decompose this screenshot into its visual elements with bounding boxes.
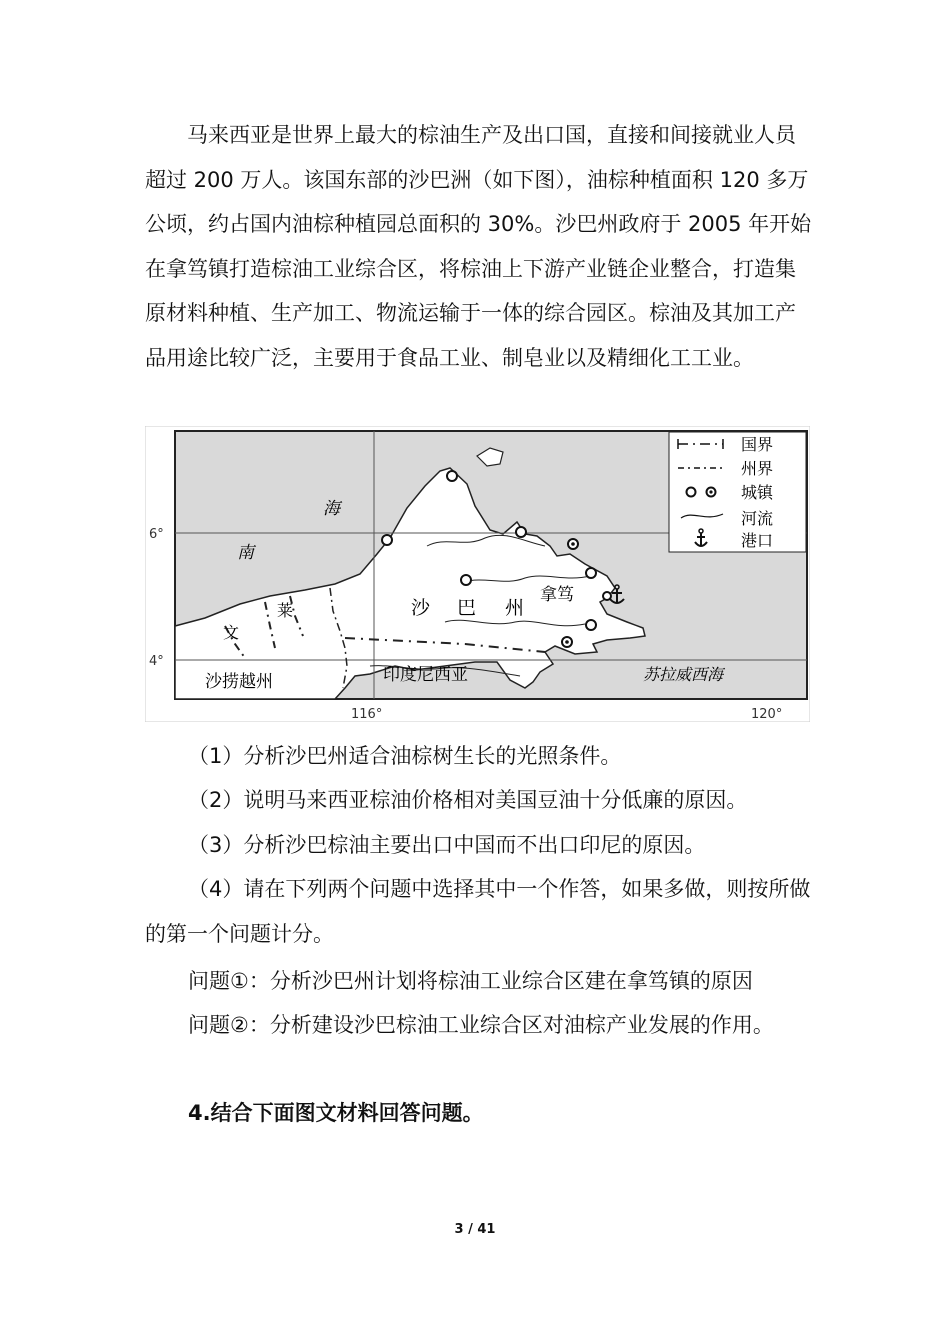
sabah-map xyxy=(145,426,810,722)
question-3: （3）分析沙巴棕油主要出口中国而不出口印尼的原因。 xyxy=(188,833,706,857)
legend-label-port: 港口 xyxy=(741,531,774,550)
intro-text: 马来西亚是世界上最大的棕油生产及出口国，直接和间接就业人员超过 200 万人。该国东部的沙巴洲（如下图），油棕种植面积 120 多万公顷，约占国内油棕种植园总面积的 30%。沙巴州政府于 2005 年开始在拿笃镇打造棕油工业综合区，将棕油上下游产业链企业整合，打造集原材料种植、生产加工、物流运输于一体的综合园区。棕油及其加工产品用途比较广泛，主要用于食品工业、制皂业以及精细化工工业。 xyxy=(145,123,812,370)
sea-sulawesi-label: 苏拉威西海 xyxy=(643,665,724,684)
town-marker xyxy=(516,527,526,537)
region-sabah-3: 州 xyxy=(505,597,525,619)
town-marker-dot xyxy=(571,542,575,546)
question-2: （2）说明马来西亚棕油价格相对美国豆油十分低廉的原因。 xyxy=(188,788,748,812)
region-brunei-1: 文 xyxy=(223,623,240,642)
lon-116-label: 116° xyxy=(351,707,383,722)
page-number: 3 / 41 xyxy=(454,1222,496,1237)
region-indonesia-label: 印度尼西亚 xyxy=(383,665,468,685)
town-marker xyxy=(461,575,471,585)
town-marker xyxy=(586,620,596,630)
lat-4-label: 4° xyxy=(149,654,164,669)
region-sabah-2: 巴 xyxy=(457,597,477,619)
town-marker xyxy=(586,568,596,578)
region-sarawak-label: 沙捞越州 xyxy=(205,672,273,692)
legend-label-river: 河流 xyxy=(741,509,774,528)
question-1: （1）分析沙巴州适合油棕树生长的光照条件。 xyxy=(188,744,622,768)
sea-label-1: 海 xyxy=(323,499,340,519)
town-marker xyxy=(603,592,611,600)
map-legend xyxy=(669,432,806,552)
lon-120-label: 120° xyxy=(751,707,783,722)
town-marker-dot xyxy=(565,640,569,644)
lat-6-label: 6° xyxy=(149,527,164,542)
region-brunei-2: 莱 xyxy=(277,601,294,620)
legend-label-national-boundary: 国界 xyxy=(741,435,774,454)
sea-label-2: 南 xyxy=(237,543,254,563)
region-sabah-1: 沙 xyxy=(411,597,431,619)
intro-paragraph xyxy=(145,113,815,380)
town-label-lahad-datu: 拿笃 xyxy=(540,585,574,605)
legend-label-state-boundary: 州界 xyxy=(741,459,774,478)
option-2: 问题②：分析建设沙巴棕油工业综合区对油棕产业发展的作用。 xyxy=(188,1013,774,1037)
town-marker xyxy=(382,535,392,545)
legend-label-town: 城镇 xyxy=(741,483,774,502)
question-4 xyxy=(145,867,815,956)
sabah-map-figure xyxy=(145,426,810,722)
section-heading: 4.结合下面图文材料回答问题。 xyxy=(188,1101,484,1125)
option-1: 问题①：分析沙巴州计划将棕油工业综合区建在拿笃镇的原因 xyxy=(188,969,753,993)
town-marker xyxy=(447,471,457,481)
question-4-text: （4）请在下列两个问题中选择其中一个作答，如果多做，则按所做的第一个问题计分。 xyxy=(145,877,811,946)
